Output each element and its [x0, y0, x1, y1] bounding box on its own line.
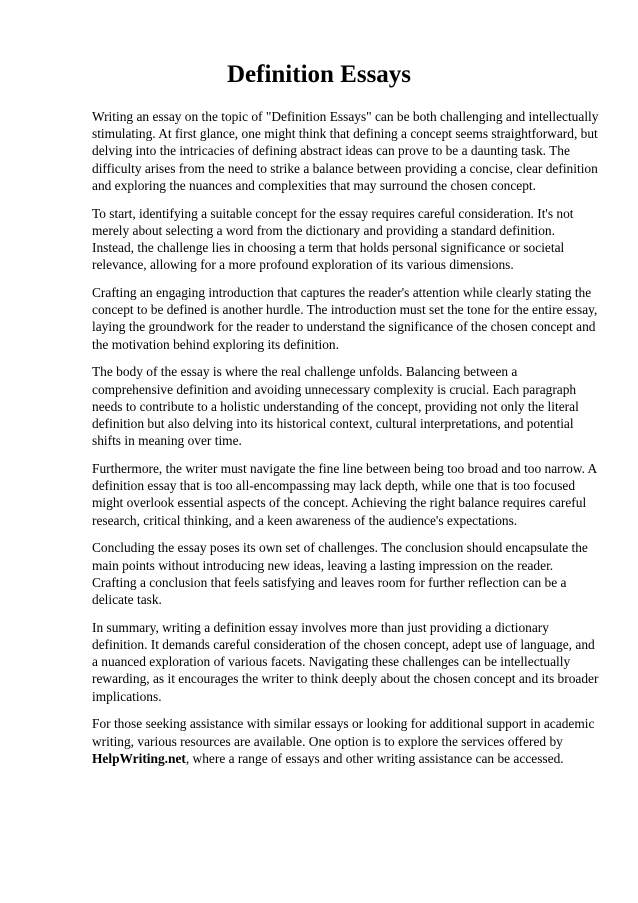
paragraph-4: The body of the essay is where the real challenge unfolds. Balancing between a comprehensive definition and avoiding unnecessary complexity is crucial. Each paragraph needs to contribute to a holistic understanding of the concept, providing not only the literal definition but also delving into its historical context, cultural interpretations, and potential shifts in meaning over time.: [92, 364, 579, 449]
paragraph-2: To start, identifying a suitable concept for the essay requires careful consideration. It's not merely about selecting a word from the dictionary and providing a standard definition. Instead, the challenge lies in choosing a term that holds personal significance or societal relevance, allowing for a more profound exploration of its various dimensions.: [92, 205, 574, 273]
paragraph-8: [92, 715, 600, 767]
paragraph-1: Writing an essay on the topic of "Definition Essays" can be both challenging and intellectually stimulating. At first glance, one might think that defining a concept seems straightforward, but delving into the intricacies of defining abstract ideas can prove to be a daunting task. The difficulty arises from the need to strike a balance between providing a concise, clear definition and exploring the nuances and complexities that may surround the chosen concept.: [92, 109, 599, 193]
document-body: [92, 108, 600, 778]
paragraph-5: Furthermore, the writer must navigate the fine line between being too broad and too narrow. A definition essay that is too all-encompassing may lack depth, while one that is too focused might overlook essential aspects of the concept. Achieving the right balance requires careful research, critical thinking, and a keen awareness of the audience's expectations.: [92, 461, 597, 528]
paragraph-6: Concluding the essay poses its own set of challenges. The conclusion should encapsulate the main points without introducing new ideas, leaving a lasting impression on the reader. Crafting a conclusion that feels satisfying and leaves room for further reflection can be a delicate task.: [92, 540, 588, 608]
paragraph-3: Crafting an engaging introduction that captures the reader's attention while clearly stating the concept to be defined is another hurdle. The introduction must set the tone for the entire essay, laying the groundwork for the reader to understand the significance of the chosen concept and the motivation behind exploring its definition.: [92, 285, 598, 352]
document-title: Definition Essays: [226, 61, 412, 88]
helpwriting-link[interactable]: HelpWriting.net: [92, 750, 186, 766]
paragraph-8-lead: For those seeking assistance with similar essays or looking for additional support in academic writing, various resources are available. One option is to explore the services offered by: [92, 716, 595, 749]
paragraph-8-tail: , where a range of essays and other writing assistance can be accessed.: [185, 750, 564, 766]
paragraph-7: In summary, writing a definition essay involves more than just providing a dictionary definition. It demands careful consideration of the chosen concept, adept use of language, and a nuanced exploration of various facets. Navigating these challenges can be intellectually rewarding, as it encourages the writer to think deeply about the chosen concept and its broader implications.: [92, 619, 599, 704]
